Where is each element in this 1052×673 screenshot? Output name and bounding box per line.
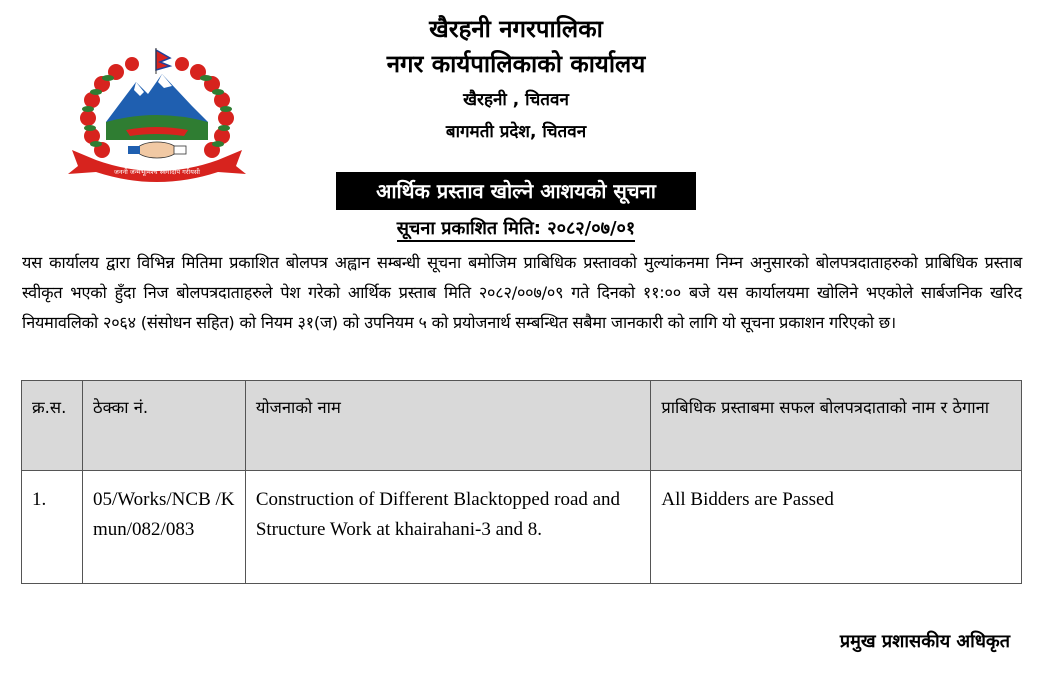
- published-date-text: सूचना प्रकाशित मिति: २०८२/०७/०१: [397, 218, 636, 242]
- table-header-row: [22, 381, 1022, 471]
- notice-body: यस कार्यालय द्वारा विभिन्न मितिमा प्रकाशित बोलपत्र अह्वान सम्बन्धी सूचना बमोजिम प्राबिधिक प्रस्तावको मुल्यांकनमा निम्न अनुसारको बोलपत्रदाताहरुको प्राबिधिक प्रस्ताब स्वीकृत भएको हुँदा निज बोलपत्रदाताहरुले पेश गरेको आर्थिक प्रस्ताब मिति २०८२/००७/०९ गते दिनको ११:०० बजे यस कार्यालयमा खोलिने भएकोले सार्बजनिक खरिद नियमावलिको २०६४ (संसोधन सहित) को नियम ३१(ज) को उपनियम ५ को प्रयोजनार्थ सम्बन्धित सबैमा जानकारी को लागि यो सूचना प्रकाशन गरिएको छ।: [22, 253, 1022, 332]
- cell-serial: 1.: [22, 471, 83, 584]
- emblem-motto: जननी जन्मभूमिश्च स्वर्गादपि गरीयसी: [114, 168, 200, 176]
- letterhead: [300, 12, 732, 148]
- nepal-government-emblem: [66, 44, 248, 186]
- office-location: खैरहनी , चितवन: [463, 90, 569, 110]
- flag-icon: [156, 48, 170, 74]
- municipality-name: खैरहनी नगरपालिका: [429, 15, 603, 43]
- header-successful-bidder: प्राबिधिक प्रस्ताबमा सफल बोलपत्रदाताको नाम र ठेगाना: [651, 381, 1022, 471]
- office-name: नगर कार्यपालिकाको कार्यालय: [386, 50, 646, 78]
- cell-bidder-status: All Bidders are Passed: [651, 471, 1022, 584]
- header-serial: क्र.स.: [22, 381, 83, 471]
- province-name: बागमती प्रदेश, चितवन: [445, 122, 587, 142]
- header-project-name: योजनाको नाम: [245, 381, 651, 471]
- cell-project-name: Construction of Different Blacktopped road and Structure Work at khairahani-3 and 8.: [245, 471, 651, 584]
- handshake-icon: [128, 142, 186, 158]
- cell-contract-no: 05/Works/NCB /Kmun/082/083: [82, 471, 245, 584]
- header-contract-no: ठेक्का नं.: [82, 381, 245, 471]
- mountain-icon: [106, 74, 208, 122]
- signatory-title: प्रमुख प्रशासकीय अधिकृत: [839, 631, 1010, 652]
- table-row: [22, 471, 1022, 584]
- notice-title: आर्थिक प्रस्ताव खोल्ने आशयको सूचना: [336, 172, 696, 210]
- published-date: [300, 216, 732, 242]
- bidders-table: [21, 380, 1022, 584]
